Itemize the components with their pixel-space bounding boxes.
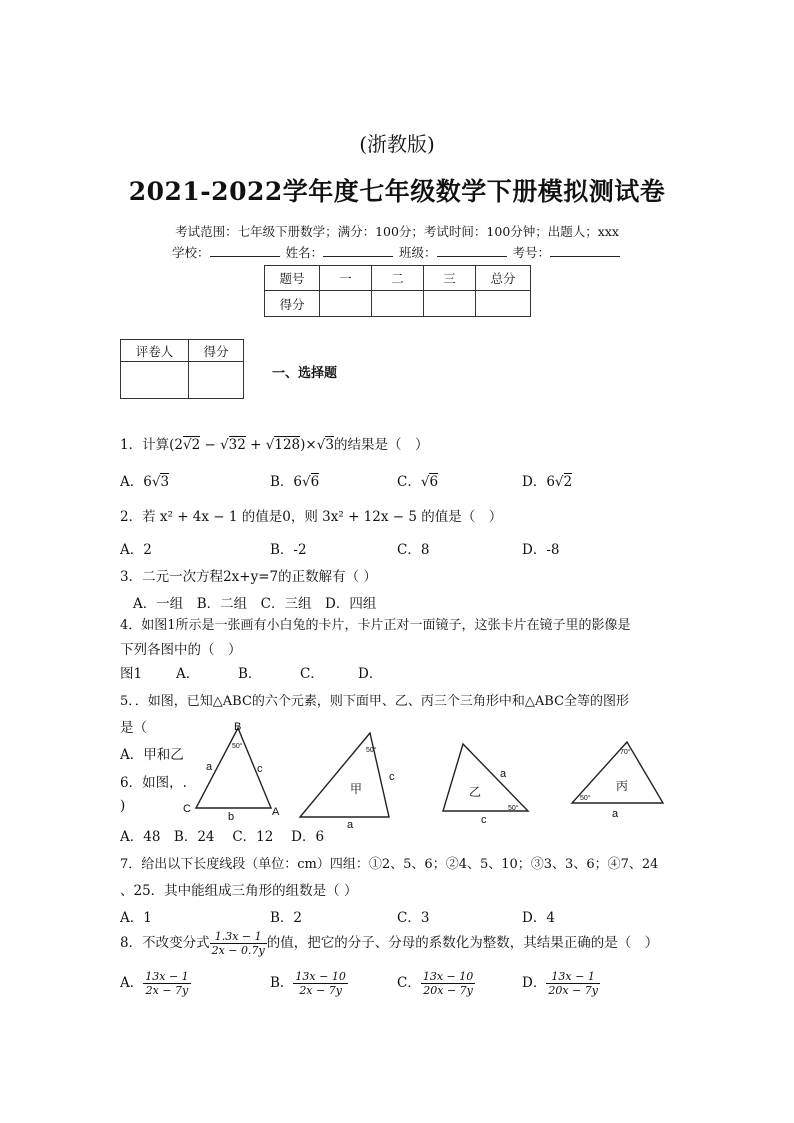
q8-option-fraction bbox=[421, 970, 475, 997]
abc-side-c: c bbox=[257, 763, 263, 775]
question-4-line2: 下列各图中的（ ） bbox=[120, 642, 242, 658]
q8-option-num: 13x − 1 bbox=[145, 970, 189, 983]
q1-option-label: B．6 bbox=[270, 474, 303, 490]
q7-option-a[interactable]: A．1 bbox=[120, 910, 152, 926]
q2-option-d[interactable]: D．-8 bbox=[522, 542, 560, 558]
q8-option-den: 20x − 7y bbox=[548, 984, 598, 997]
score-header-cell: 总分 bbox=[476, 266, 531, 291]
q4-option-c[interactable]: C． bbox=[300, 666, 324, 682]
abc-angle: 50° bbox=[232, 743, 243, 750]
jia-name: 甲 bbox=[350, 782, 363, 796]
bing-side-a: a bbox=[612, 808, 619, 820]
q8-text-b: 的值，把它的分子、分母的系数化为整数，其结果正确的是（ ） bbox=[266, 935, 659, 951]
score-header-cell: 一 bbox=[320, 266, 372, 291]
exam-title: 2021-2022学年度七年级数学下册模拟测试卷 bbox=[128, 177, 666, 206]
yi-angle: 50° bbox=[508, 805, 519, 812]
q2-option-c[interactable]: C．8 bbox=[397, 542, 430, 558]
bing-name: 丙 bbox=[616, 779, 629, 793]
q2-option-a[interactable]: A．2 bbox=[120, 542, 152, 558]
q8-option-b[interactable] bbox=[270, 970, 348, 997]
q7-option-b[interactable]: B．2 bbox=[270, 910, 303, 926]
q1-option-rad: 3 bbox=[160, 474, 170, 490]
q5-option-a[interactable]: A．甲和乙 bbox=[120, 747, 184, 763]
q3-options[interactable]: A．一组 B．二组 C．三组 D．四组 bbox=[133, 596, 377, 612]
question-6-line1: 6．如图，. bbox=[120, 775, 187, 791]
q1-option-d[interactable]: D．6√2 bbox=[522, 474, 573, 490]
field-class-label: 班级： bbox=[398, 245, 437, 260]
grader-header: 评卷人 bbox=[121, 340, 189, 362]
q8-option-den: 2x − 7y bbox=[145, 984, 189, 997]
q8-option-c[interactable] bbox=[397, 970, 475, 997]
triangle-bing bbox=[572, 742, 663, 803]
question-2: 2．若 x² + 4x − 1 的值是0，则 3x² + 12x − 5 的值是（ ） bbox=[120, 509, 503, 525]
question-7-line1: 7．给出以下长度线段（单位：cm）四组：①2、5、6；②4、5、10；③3、3、6；④7、24 bbox=[120, 857, 659, 872]
question-1: 1．计算(2√2 − √32 + √128)×√3的结果是（ ） bbox=[120, 437, 429, 453]
q8-option-num: 13x − 10 bbox=[422, 970, 474, 983]
q1-text-a: 1．计算(2 bbox=[120, 437, 183, 453]
yi-side-c: c bbox=[481, 814, 487, 826]
question-5-line2: 是（ bbox=[120, 720, 174, 736]
abc-vertex-c: C bbox=[183, 803, 191, 815]
q1-option-label: C． bbox=[397, 474, 421, 490]
q8-option-num: 13x − 10 bbox=[295, 970, 346, 983]
q7-option-d[interactable]: D．4 bbox=[522, 910, 555, 926]
q8-option-label: C． bbox=[397, 975, 421, 991]
triangle-yi bbox=[443, 744, 528, 811]
field-id-label: 考号： bbox=[512, 245, 550, 260]
q8-option-label: D． bbox=[522, 975, 547, 991]
q8-option-label: A． bbox=[120, 975, 144, 991]
grader-score-header: 得分 bbox=[189, 340, 244, 362]
question-3: 3．二元一次方程2x+y=7的正数解有（ ） bbox=[120, 569, 377, 585]
q1-option-b[interactable]: B．6√6 bbox=[270, 474, 320, 490]
abc-side-a: a bbox=[206, 761, 213, 773]
section-title: 一、选择题 bbox=[272, 366, 338, 381]
score-row-label: 得分 bbox=[265, 291, 320, 317]
q8-option-label: B． bbox=[270, 975, 294, 991]
q1-rad-4: 3 bbox=[325, 437, 334, 453]
triangle-jia bbox=[300, 733, 389, 817]
yi-side-a: a bbox=[500, 768, 507, 780]
q4-option-d[interactable]: D． bbox=[358, 666, 383, 682]
question-6-line2: ) bbox=[120, 798, 126, 814]
q7-option-c[interactable]: C．3 bbox=[397, 910, 430, 926]
jia-side-c: c bbox=[389, 771, 395, 783]
q8-text-a: 8．不改变分式 bbox=[120, 935, 210, 951]
q8-option-den: 20x − 7y bbox=[423, 984, 473, 997]
q1-rad-2: 32 bbox=[228, 437, 246, 453]
q1-option-rad: 2 bbox=[563, 474, 573, 490]
q1-option-a[interactable]: A．6√3 bbox=[120, 474, 170, 490]
q2-option-b[interactable]: B．-2 bbox=[270, 542, 307, 558]
bing-angle-left: 50° bbox=[580, 795, 591, 802]
q1-plus: + bbox=[245, 437, 266, 453]
exam-edition: (浙教版) bbox=[359, 132, 435, 156]
q4-option-b[interactable]: B． bbox=[238, 666, 262, 682]
question-4-line1: 4．如图1所示是一张画有小白兔的卡片，卡片正对一面镜子，这张卡片在镜子里的影像是 bbox=[120, 618, 631, 633]
field-name-label: 姓名： bbox=[285, 245, 323, 260]
abc-vertex-b: B bbox=[234, 721, 242, 733]
q6-options[interactable]: A．48 B．24 C．12 D．6 bbox=[120, 829, 325, 845]
question-7-line2: 、25．其中能组成三角形的组数是（ ） bbox=[120, 883, 358, 899]
q8-option-a[interactable] bbox=[120, 970, 191, 997]
yi-name: 乙 bbox=[469, 785, 482, 799]
q8-option-d[interactable] bbox=[522, 970, 600, 997]
score-header-cell: 二 bbox=[372, 266, 424, 291]
q4-figure-label: 图1 bbox=[120, 666, 143, 682]
q1-text-b: 的结果是（ ） bbox=[333, 437, 429, 453]
q1-rad-3: 128 bbox=[274, 437, 301, 453]
q8-fraction bbox=[210, 930, 267, 957]
question-8 bbox=[120, 930, 658, 957]
score-header-cell: 题号 bbox=[265, 266, 320, 291]
abc-vertex-a: A bbox=[272, 806, 280, 818]
q1-option-rad: 6 bbox=[310, 474, 320, 490]
abc-side-b: b bbox=[228, 811, 235, 823]
q8-option-fraction bbox=[293, 970, 347, 997]
q4-option-a[interactable]: A． bbox=[176, 666, 200, 682]
exam-info: 考试范围：七年级下册数学；满分：100分；考试时间：100分钟；出题人；xxx bbox=[175, 224, 619, 239]
q1-rad-1: 2 bbox=[191, 437, 201, 453]
q1-option-rad: 6 bbox=[429, 474, 439, 490]
q8-option-fraction bbox=[546, 970, 600, 997]
score-header-cell: 三 bbox=[424, 266, 476, 291]
q1-minus: − bbox=[200, 437, 221, 453]
jia-side-a: a bbox=[347, 819, 354, 831]
q8-option-den: 2x − 7y bbox=[299, 984, 342, 997]
q1-times: )× bbox=[300, 437, 317, 453]
q1-option-c[interactable]: C．√6 bbox=[397, 474, 439, 490]
bing-angle-top: 70° bbox=[620, 749, 631, 756]
q8-option-num: 13x − 1 bbox=[546, 970, 600, 984]
q8-denominator: 2x − 0.7y bbox=[211, 944, 265, 957]
q1-option-label: D．6 bbox=[522, 474, 555, 490]
q8-numerator: 1.3x − 1 bbox=[210, 930, 267, 944]
field-school-label: 学校： bbox=[171, 245, 210, 260]
q8-option-fraction bbox=[143, 970, 190, 997]
q1-option-label: A．6 bbox=[120, 474, 152, 490]
jia-angle: 50° bbox=[366, 747, 377, 754]
question-5-line1: 5．．如图，已知△ABC的六个元素，则下面甲、乙、丙三个三角形中和△ABC全等的图形 bbox=[120, 694, 630, 709]
